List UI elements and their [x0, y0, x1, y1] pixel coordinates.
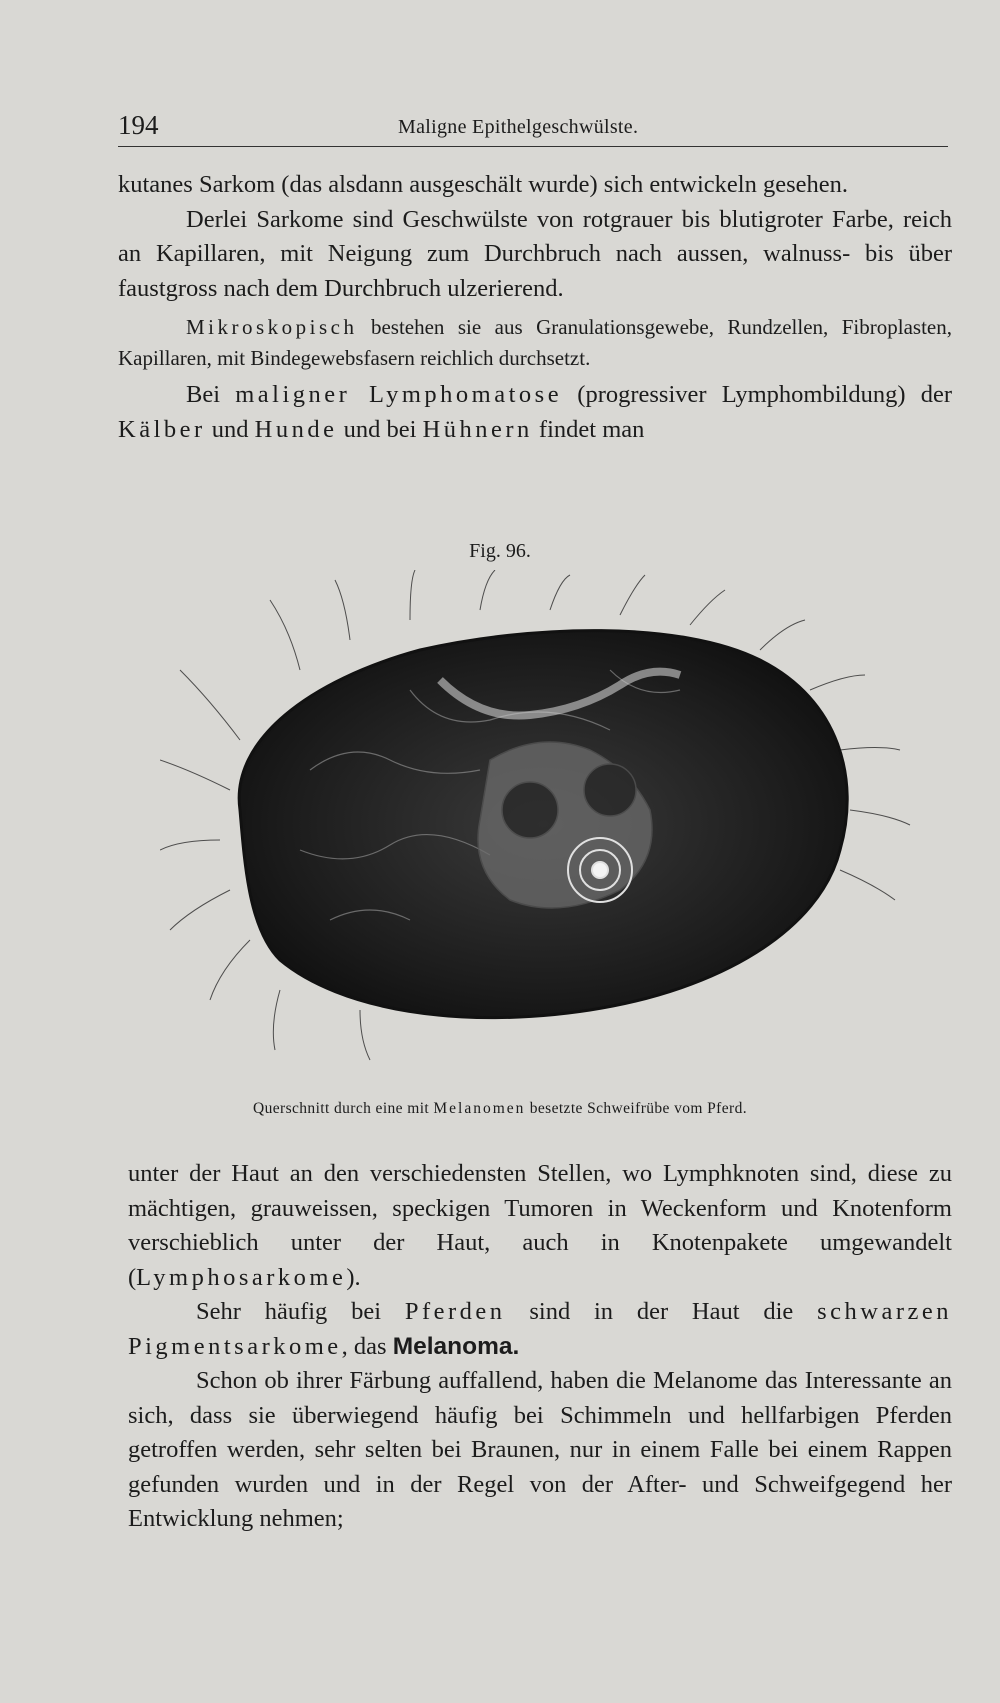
emphasis-huehnern: Hühnern [422, 415, 533, 443]
paragraph-2: Derlei Sarkome sind Geschwülste von rotgrauer bis blutigroter Farbe, reich an Kapillaren, mit Neigung zum Durchbruch nach aussen, walnuss- bis über faustgross nach dem Durchbruch ulzerierend. [118, 205, 952, 302]
paragraph-6 [128, 1295, 952, 1364]
emphasis-kaelber: Kälber [118, 415, 206, 443]
paragraph-3-rest: bestehen sie aus Granulationsgewebe, Rundzellen, Fibroplasten, Kapillaren, mit Bindegewebsfasern reichlich durchsetzt. [118, 315, 952, 370]
bottom-text-block [128, 1157, 952, 1537]
paragraph-7: Schon ob ihrer Färbung auffallend, haben die Melanome das Interessante an sich, dass sie überwiegend häufig bei Schimmeln und hellfarbigen Pferden getroffen werden, sehr selten bei Braunen, nur in einem Falle bei einem Rappen gefunden wurden und in der Regel von der After- und Schweifgegend her Entwicklung nehmen; [128, 1367, 952, 1532]
caption-emphasis-melanomen: Melanomen [433, 1100, 526, 1117]
figure-caption [0, 1100, 1000, 1118]
paragraph-1: kutanes Sarkom (das alsdann ausgeschält wurde) sich entwickeln gesehen. [118, 171, 849, 198]
p4-part-a: Bei [186, 381, 236, 408]
p6-part-b: sind in der Haut die [505, 1298, 818, 1325]
emphasis-hunde: Hunde [254, 415, 338, 443]
paragraph-4 [118, 378, 952, 447]
running-head: Maligne Epithelgeschwülste. [398, 116, 639, 138]
illustration-svg [160, 570, 920, 1090]
caption-part-b: besetzte Schweifrübe vom Pferd. [525, 1100, 747, 1117]
p6-part-c: , das [341, 1332, 393, 1360]
page-number: 194 [118, 110, 159, 140]
p4-part-d: und bei [337, 415, 423, 443]
paragraph-5 [128, 1157, 952, 1295]
p6-part-a: Sehr häufig bei [196, 1298, 405, 1325]
page-header [118, 108, 948, 147]
p5-part-a: unter der Haut an den verschiedensten Stellen, wo Lymphknoten sind, diese zu mächtigen, grauweissen, speckigen Tumoren in Weckenform und Knotenform verschieblich unter der Haut, auch in Knotenpakete umgewandelt ( [128, 1160, 952, 1291]
p4-part-e: findet man [532, 415, 645, 443]
paragraph-3 [118, 312, 952, 374]
caption-part-a: Querschnitt durch eine mit [252, 1100, 434, 1117]
figure-label: Fig. 96. [469, 540, 531, 562]
p4-part-b: (progressiver Lymphombildung) der [562, 381, 952, 408]
p5-part-b: ). [346, 1263, 361, 1291]
melanoma-illustration [160, 570, 920, 1090]
top-text-block [118, 168, 952, 447]
emphasis-melanoma: Melanoma. [392, 1332, 520, 1360]
p4-part-c: und [205, 415, 255, 443]
emphasis-pferden: Pferden [404, 1298, 506, 1325]
emphasis-mikroskopisch: Mikroskopisch [186, 315, 358, 339]
emphasis-pigmentsarkome: schwarzen Pigmentsarkome [128, 1298, 952, 1360]
emphasis-lymphomatose: maligner Lymphomatose [235, 381, 563, 408]
emphasis-lymphosarkome: Lymphosarkome [136, 1263, 347, 1291]
